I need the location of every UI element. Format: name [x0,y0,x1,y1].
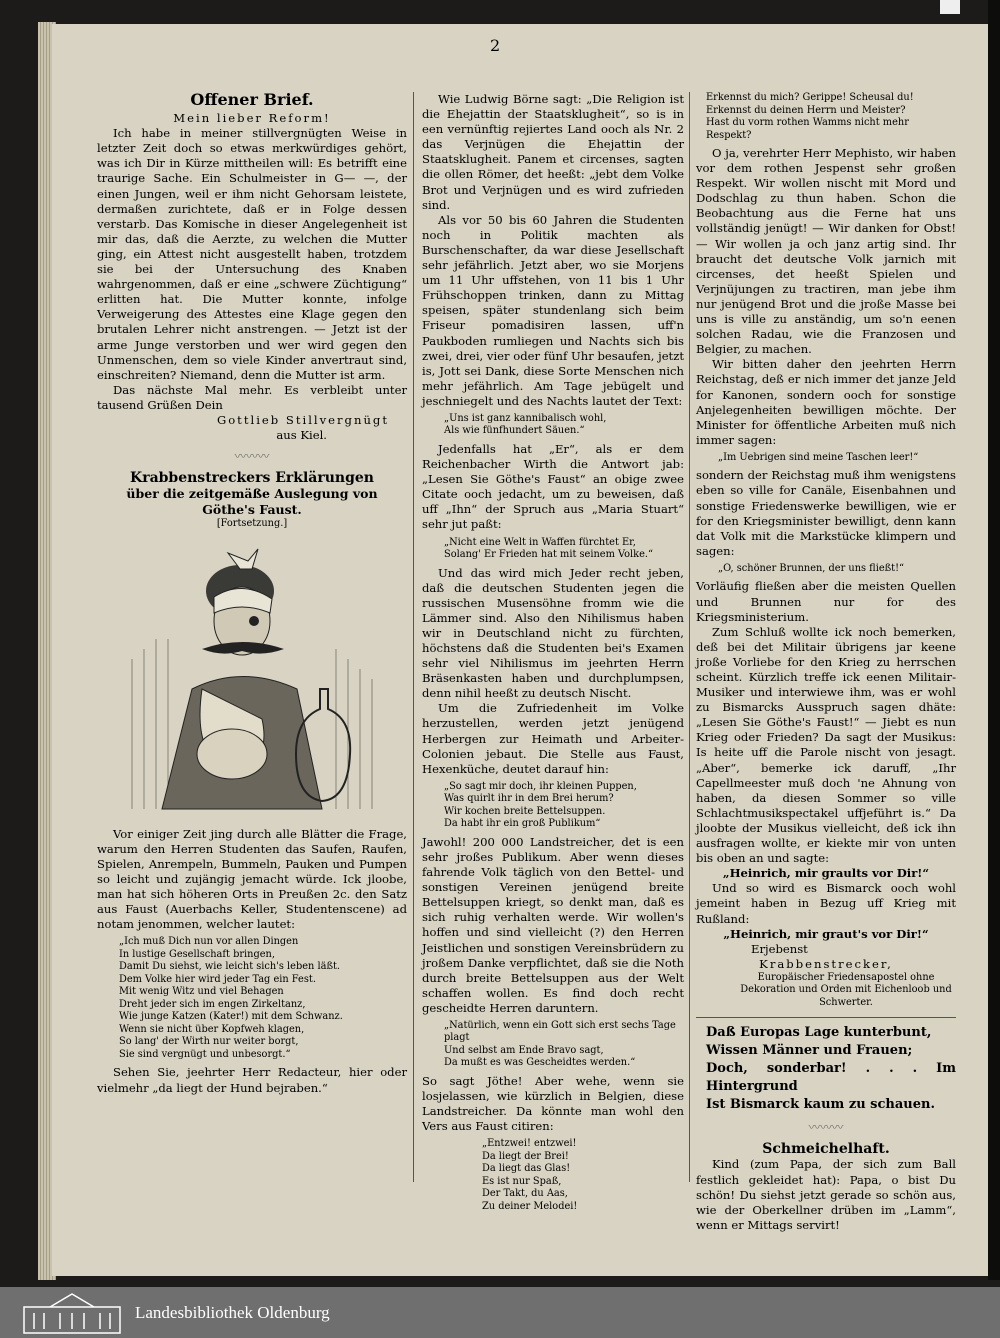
scan-ruler [940,0,960,14]
quote [422,413,684,438]
quote-line: Da liegt der Brei! [482,1150,569,1162]
verse-line: Daß Europas Lage kunterbunt, [706,1025,932,1041]
quote-line: Erkennst du mich? Gerippe! Scheusal du! [706,92,914,103]
signature: Gottlieb Stillvergnügt [216,412,389,427]
quote-line: Dreht jeder sich im engen Zirkeltanz, [119,998,306,1010]
paragraph: Zum Schluß wollte ick noch bemerken, deß bei det Militair übrigens jar keene jroße Vorliebe for den Krieg zu herrschen scheint. Kürzlich treffe ick eenen Militair-Musiker und interwiewe ihm, was er wohl zu Bismarcks Ausspruch sagen dhäte: „Lesen Sie Göthe's Faust!“ — Jiebt es nun Krieg oder Frieden? Da sagt der Musikus: Is heite uff die Parole nischt von jesagt. „Aber“, bemerke ick daruff, „Ihr Capellmeester muß doch 'ne Ahnung von haben, da diesen Sommer so ville Schlachtmusikspectakel uffjeführt is.“ Da jloobte der Musikus vielleicht, deß ick ihn ausfragen wollte, er kiekte mir von unten bis oben an und sagte: [696,624,956,866]
closing: Das nächste Mal mehr. Es verbleibt unter tausend Grüßen Dein [97,382,407,412]
quote-line: Hast du vorm rothen Wamms nicht mehr Respekt? [706,117,909,141]
paragraph: Und so wird es Bismarck ooch wohl jemeint haben in Bezug uff Krieg mit Rußland: [696,881,956,926]
quote-line: „Entzwei! entzwei! [482,1138,577,1150]
quote-line: „Uns ist ganz kannibalisch wohl, [444,412,607,424]
article-body-3: Sehen Sie, jeehrter Herr Redacteur, hier oder vielmehr „da liegt der Hund bejraben.“ [97,1065,407,1095]
quote-line: In lustige Gesellschaft bringen, [119,948,275,960]
signature-place: aus Kiel. [276,428,327,443]
quote-line: „Ich muß Dich nun vor allen Dingen [119,936,299,948]
quote-line: Der Takt, du Aas, [482,1188,568,1200]
caricature-illustration [122,539,382,817]
paragraph: Vorläufig fließen aber die meisten Quellen und Brunnen nur for des Kriegsministerium. [696,579,956,624]
article-title: Offener Brief. [190,90,314,109]
footer-bar [0,1287,1000,1338]
quote-line: Und selbst am Ende Bravo sagt, [444,1044,604,1056]
verse-line: Doch, sonderbar! . . . Im Hintergrund [706,1061,956,1095]
verse [696,1024,956,1114]
paragraph: Jawohl! 200 000 Landstreicher, det is een sehr jroßes Publikum. Aber wenn dieses fahrende Volk täglich von den Bettel- und sonstigen Vereinen jenügend breite Bettelsuppen kriegt, so denkt man, daß es sich ruhig verhalten werde. Wir wollen's hoffen und sind vielleicht (?) den Herren Jeistlichen und sonstigen Vereinsbrüdern zu jroßem Danke verpflichtet, daß sie die Noth durch breite Bettelsuppen aus der Welt schaffen wollen. Es find doch recht gescheidte Herren daruntern. [422,834,684,1015]
article-title-2: Krabbenstreckers Erklärungen [130,470,374,487]
verse-line: Wissen Männer und Frauen; [706,1043,913,1059]
quote-line: Erkennst du deinen Herrn und Meister? [706,104,906,116]
quote-line: Damit Du siehst, wie leicht sich's leben läßt. [119,961,341,973]
paragraph: Kind (zum Papa, der sich zum Ball festlich gekleidet hat): Papa, o bist Du schön! Du siehst jetzt gerade so schön aus, wie der Oberkellner drüben im „Lamm“, wenn er Mittags servirt! [696,1157,956,1232]
quote-line: Da liegt das Glas! [482,1163,571,1175]
quote [422,1138,684,1213]
page-number: 2 [490,36,501,55]
quote-line: Wir kochen breite Bettelsuppen. [444,805,606,817]
article-subtitle: über die zeitgemäße Auslegung von [126,486,378,502]
quote-line: Was quirlt ihr in dem Brei herum? [444,793,614,805]
paragraph: So sagt Jöthe! Aber wehe, wenn sie losjelassen, wie kürzlich in Belgien, diese Landstreicher. Da könnte man wohl den Vers aus Faust citiren: [422,1073,684,1134]
paragraph: Wir bitten daher den jeehrten Herrn Reichstag, deß er nich immer det janze Jeld for Kanonen, sondern ooch for sonstige Anjelegenheiten bewilligen möchte. Der Minister for öffentliche Arbeiten muß nich immer sagen: [696,357,956,447]
quote-line: Da habt ihr ein groß Publikum“ [444,818,601,830]
signature-prefix: Erjebenst [751,941,808,956]
quote-line: Zu deiner Melodei! [482,1200,578,1212]
quote-line: „Natürlich, wenn ein Gott sich erst sechs Tage plagt [444,1019,676,1044]
article-title-3: Schmeichelhaft. [762,1141,890,1158]
quote [696,563,956,576]
quote [422,1020,684,1070]
exclamation: „Heinrich, mir graut's vor Dir!“ [723,926,929,941]
signature-name: Krabbenstrecker, [759,956,893,971]
quote-line: Sie sind vergnügt und unbesorgt.“ [119,1048,291,1060]
quote [696,92,956,142]
greeting: Mein lieber Reform! [173,111,331,126]
column-2 [422,92,684,1217]
quote [422,781,684,831]
quote-line: Da mußt es was Gescheidtes werden.“ [444,1057,636,1069]
column-1 [97,90,407,1096]
paragraph: Als vor 50 bis 60 Jahren die Studenten noch in Politik machten als Burschenschafter, da war diese Jesellschaft sehr jefährlich. Jetzt aber, wo sie Morjens um 11 Uhr uffstehen, von 11 bis 1 Uhr Frühschoppen trinken, dann zu Mittag speisen, später stundenlang sich beim Friseur pomadisiren lassen, uff'n Paukboden rumliegen und Nachts sich bis zwei, drei, vier oder fünf Uhr besaufen, jetzt is, Jott sei Dank, diese Sorte Menschen nich mehr jefährlich. Am Tage jebügelt und jeschniegelt und des Nachts lautet der Text: [422,212,684,408]
verse-line: Ist Bismarck kaum zu schauen. [706,1097,935,1113]
exclamation: „Heinrich, mir graults vor Dir!“ [722,866,930,881]
paragraph: O ja, verehrter Herr Mephisto, wir haben vor dem rothen Jespenst sehr großen Respekt. Wir wollen nischt mit Mord und Dodschlag zu thun haben. Schon die Beobachtung aus die Ferne hat uns vollständig jenügt! — Wir danken for Obst! — Wir wollen ja och janz artig sind. Ihr braucht det deutsche Volk jarnich mit circenses, det heeßt Spielen und Verjnüjungen zu tractiren, man jebe ihm nur jenügend Brot und die jroße Masse bei uns is ville zu anständig, um so'n eenen solchen Radau, wie die Franzosen und Belgier, zu machen. [696,146,956,357]
column-rule [413,92,414,1182]
library-building-icon [20,1291,125,1335]
quote-line: „O, schöner Brunnen, der uns fließt!“ [718,562,905,574]
article-body-2: Vor einiger Zeit jing durch alle Blätter die Frage, warum den Herren Studenten das Saufen, Raufen, Spielen, Anrempeln, Bummeln, Pauken und Pumpen so leicht und zujängig jemacht würde. Ick jloobe, man hat sich höheren Orts in Preußen 2c. den Satz aus Faust (Auerbachs Keller, Studentenscene) ad notam jenommen, welcher lautet: [97,826,407,932]
footer-label: Landesbibliothek Oldenburg [135,1303,330,1322]
quote-line: „Nicht eine Welt in Waffen fürchtet Er, [444,536,636,548]
paragraph: Jedenfalls hat „Er“, als er dem Reichenbacher Wirth die Antwort jab: „Lesen Sie Göthe's Faust“ an obige zwee Citate ooch jedacht, um zu beweisen, daß uff „Ihn“ der Spruch aus „Maria Stuart“ sehr jut paßt: [422,441,684,532]
article-subtitle: Göthe's Faust. [202,502,302,518]
article-body: Ich habe in meiner stillvergnügten Weise in letzter Zeit doch so etwas merkwürdiges gehört, was ich Dir in Kürze mittheilen will: Es betrifft eine traurige Sache. Ein Schulmeister in G— —, der einen Jungen, weil er ihm nicht Gehorsam leistete, dermaßen zurichtete, daß er in Folge dessen verstarb. Das Komische in dieser Angelegenheit ist mir das, daß die Aerzte, zu welchen die Mutter ging, ein Attest nicht ausgestellt haben, trotzdem sie bei der Untersuchung des Knaben wahrgenommen, daß er eine „schwere Züchtigung“ erlitten hat. Die Mutter konnte, infolge Verweigerung des Attestes eine Klage gegen den brutalen Lehrer nicht anstrengen. — Jetzt ist der arme Junge verstorben und wer wird gegen den Unmenschen, dem so viele Kinder anvertraut sind, einschreiten? Niemand, denn die Mutter ist arm. [97,126,407,382]
column-3 [696,92,956,1233]
divider [696,1017,956,1018]
divider-ornament: 〰〰〰 [808,1120,844,1135]
faust-quote [97,936,407,1061]
quote-line: Es ist nur Spaß, [482,1175,562,1187]
quote-line: „So sagt mir doch, ihr kleinen Puppen, [444,780,637,792]
paragraph: sondern der Reichstag muß ihm wenigstens eben so ville for Canäle, Eisenbahnen und sonstige Friedenswerke bewilligen, wie er for den Kriegsminister bewilligt, denn kann dat Volk mit die Markstücke klimpern und sagen: [696,468,956,558]
quote-line: So lang' der Wirth nur weiter borgt, [119,1036,299,1048]
quote-line: Dem Volke hier wird jeder Tag ein Fest. [119,973,316,985]
signature-description: Europäischer Friedensapostel ohne Dekoration und Orden mit Eichenloob und Schwerter. [740,971,952,1008]
quote [422,537,684,562]
quote [696,452,956,465]
quote-line: „Im Uebrigen sind meine Taschen leer!“ [718,451,919,463]
paragraph: Wie Ludwig Börne sagt: „Die Religion ist die Ehejattin der Staatsklugheit“, so is in een vernünftig rejiertes Land ooch als Nr. 2 das Verjnügen die Ehejattin der Staatsklugheit. Panem et circenses, sagten die ollen Römer, det heeßt: „jebt dem Volke Brot und Verjnügen und es wird zufrieden sind. [422,92,684,212]
quote-line: Wenn sie nicht über Kopfweh klagen, [119,1023,305,1035]
divider-ornament: 〰〰〰 [234,449,270,464]
quote-line: Als wie fünfhundert Säuen.“ [444,425,585,437]
quote-line: Solang' Er Frieden hat mit seinem Volke.“ [444,549,654,561]
quote-line: Mit wenig Witz und viel Behagen [119,986,284,998]
paragraph: Um die Zufriedenheit im Volke herzustellen, werden jetzt jenügend Herbergen zur Heimath und Arbeiter-Colonien jebaut. Die Stelle aus Faust, Hexenküche, deutet darauf hin: [422,701,684,776]
column-rule [689,92,690,1182]
paragraph: Und das wird mich Jeder recht jeben, daß die deutschen Studenten jegen die russischen Musensöhne fromm wie die Lämmer sind. Also den Nihilismus haben wir in Deutschland nicht zu fürchten, höchstens daß die Studenten bei's Examen sehr viel Nihilismus im jeehrten Herrn Bräsenkasten haben und durchplumpsen, denn nihil heeßt zu deutsch Nischt. [422,565,684,701]
quote-line: Wie junge Katzen (Kater!) mit dem Schwanz. [119,1011,343,1023]
continued-note: [Fortsetzung.] [216,518,288,530]
scan-edge [988,0,1000,1280]
